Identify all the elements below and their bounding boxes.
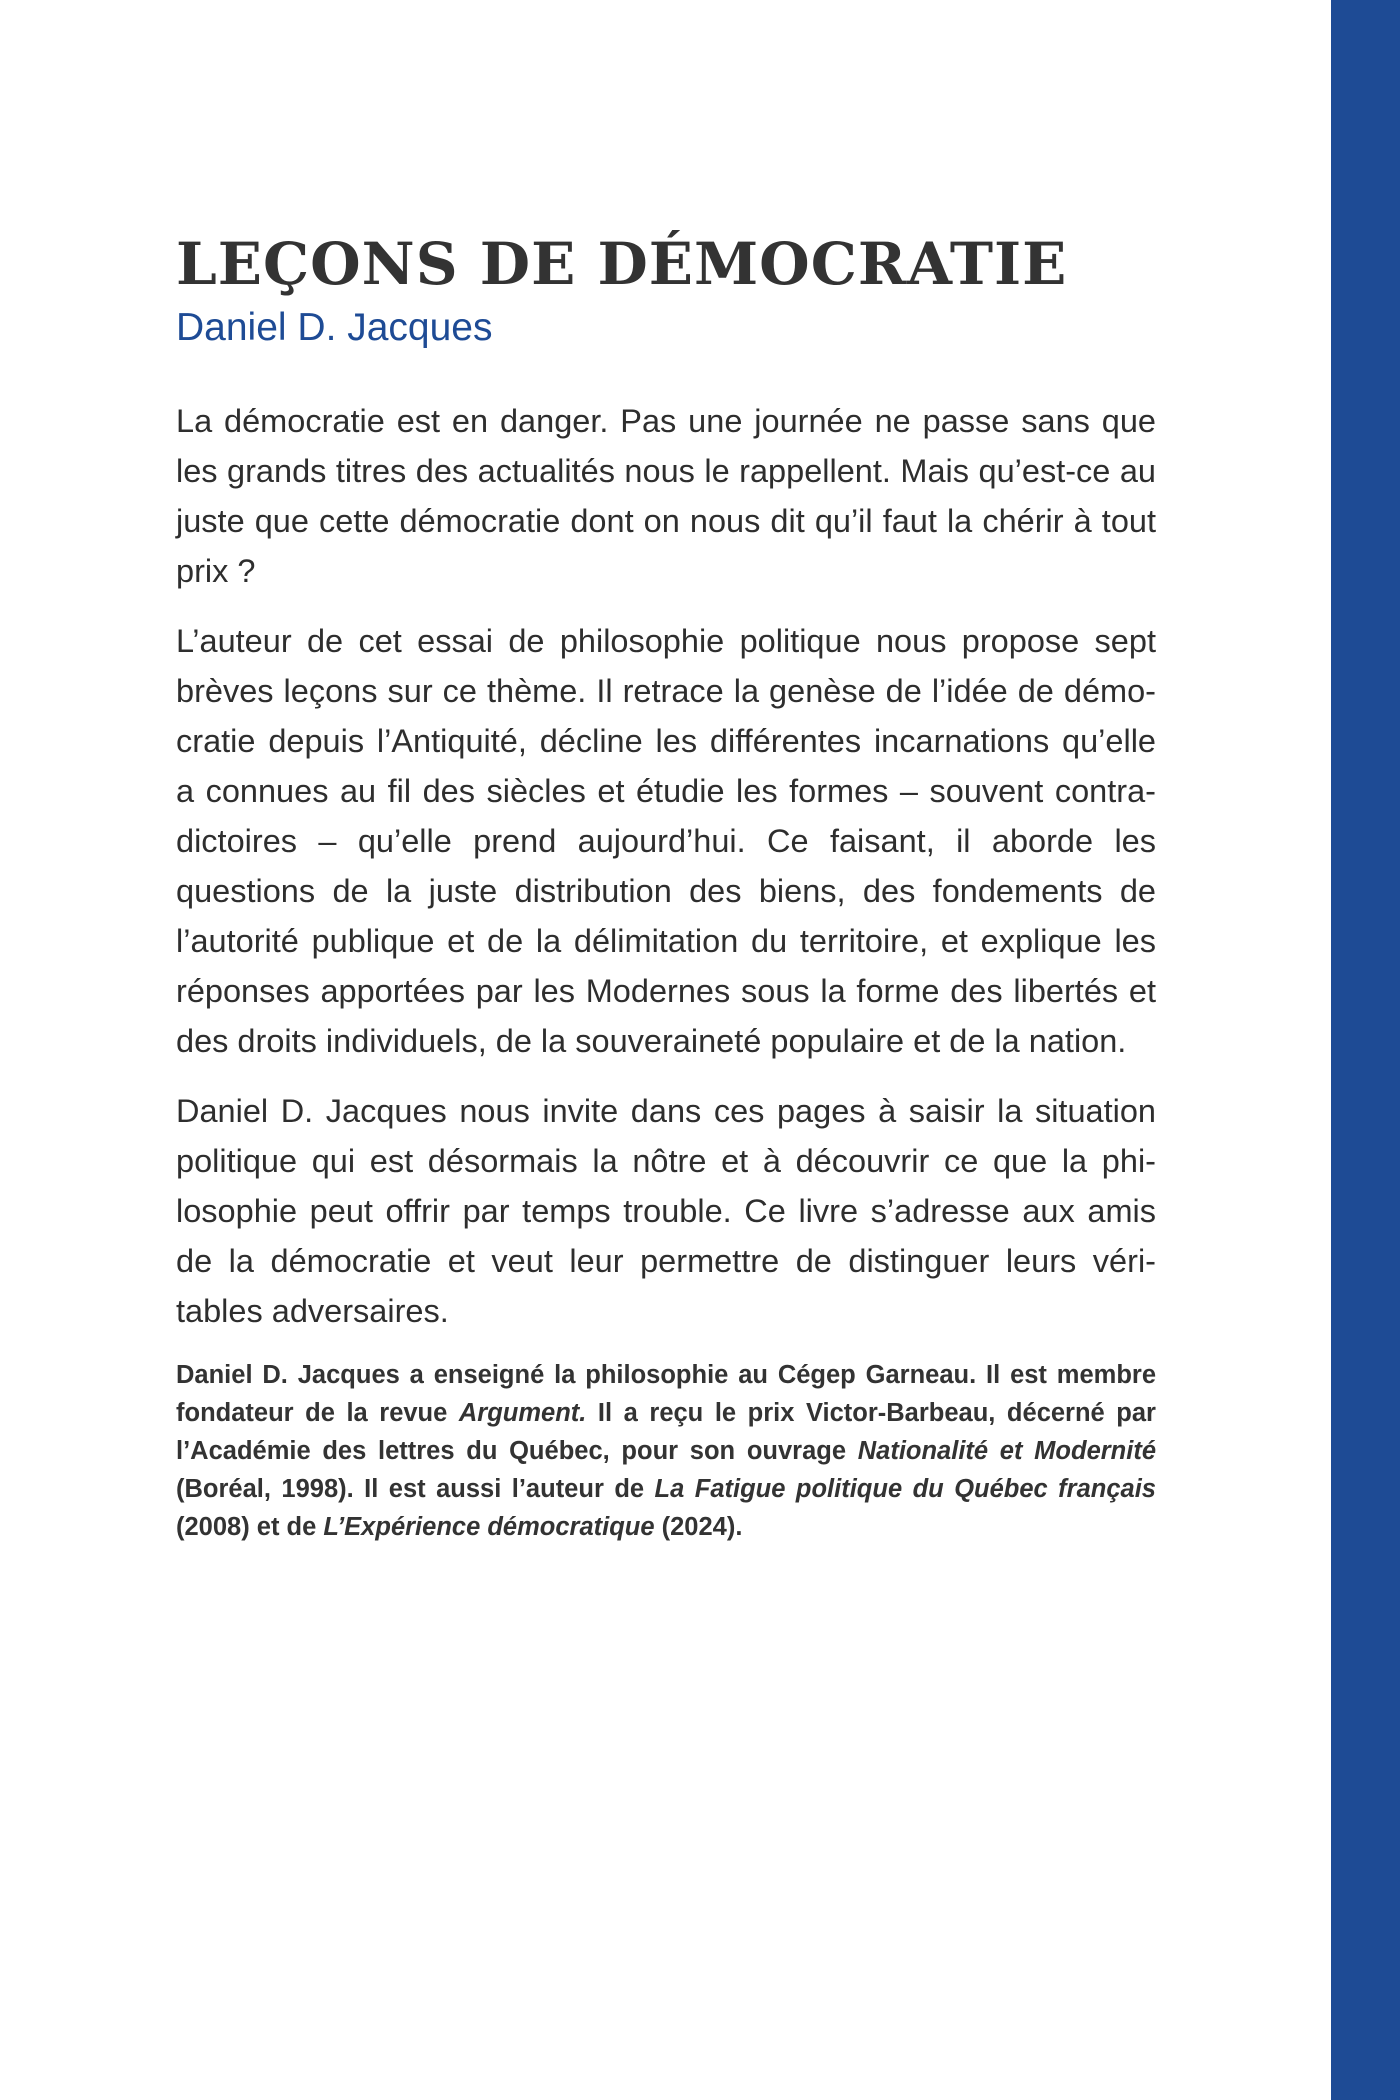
bio-text-4: (2008) et de	[176, 1513, 324, 1541]
bio-work-fatigue: La Fatigue politique du Québec français	[654, 1475, 1156, 1503]
description-paragraph-3: Daniel D. Jacques nous invite dans ces pages à saisir la situation politique qui est désormais la nôtre et à découvrir ce que la philosophie peut offrir par temps trouble. Ce livre s’adresse aux amis de la démocratie et veut leur permettre de distinguer leurs véritables adversaires.	[176, 1093, 1156, 1329]
author-bio	[176, 1356, 1156, 1546]
bio-text-2: Il a reçu le prix Victor-Barbeau, décerné par l’Académie des lettres du Québec, pour son ouvrage	[176, 1399, 1156, 1465]
book-author: Daniel D. Jacques	[176, 306, 493, 349]
description-paragraph-2: L’auteur de cet essai de philosophie politique nous propose sept brèves leçons sur ce thème. Il retrace la genèse de l’idée de démocratie depuis l’Antiquité, décline les différentes incarnations qu’elle a connues au fil des siècles et étudie les formes – souvent contradictoires – qu’elle prend aujourd’hui. Ce faisant, il aborde les questions de la juste distribution des biens, des fondements de l’autorité publique et de la délimitation du territoire, et explique les réponses apportées par les Modernes sous la forme des libertés et des droits individuels, de la souveraineté populaire et de la nation.	[176, 623, 1156, 1059]
bio-work-nationalite: Nationalité et Modernité	[857, 1437, 1157, 1465]
book-title: LEÇONS DE DÉMOCRATIE	[176, 230, 1068, 298]
bio-text-5: (2024).	[654, 1513, 743, 1541]
description-paragraph-1: La démocratie est en danger. Pas une journée ne passe sans que les grands titres des actualités nous le rappellent. Mais qu’est-ce au juste que cette démocratie dont on nous dit qu’il faut la chérir à tout prix ?	[176, 403, 1156, 589]
bio-text-1: Daniel D. Jacques a enseigné la philosophie au Cégep Garneau. Il est membre fondateur de la revue	[176, 1361, 1156, 1427]
bio-work-argument: Argument.	[458, 1399, 587, 1427]
spine-color-band	[1331, 0, 1400, 2100]
bio-work-experience: L’Expérience démocratique	[323, 1513, 655, 1541]
back-cover-content	[176, 228, 1156, 1572]
bio-text-3: (Boréal, 1998). Il est aussi l’auteur de	[176, 1475, 655, 1503]
description	[176, 396, 1156, 1336]
